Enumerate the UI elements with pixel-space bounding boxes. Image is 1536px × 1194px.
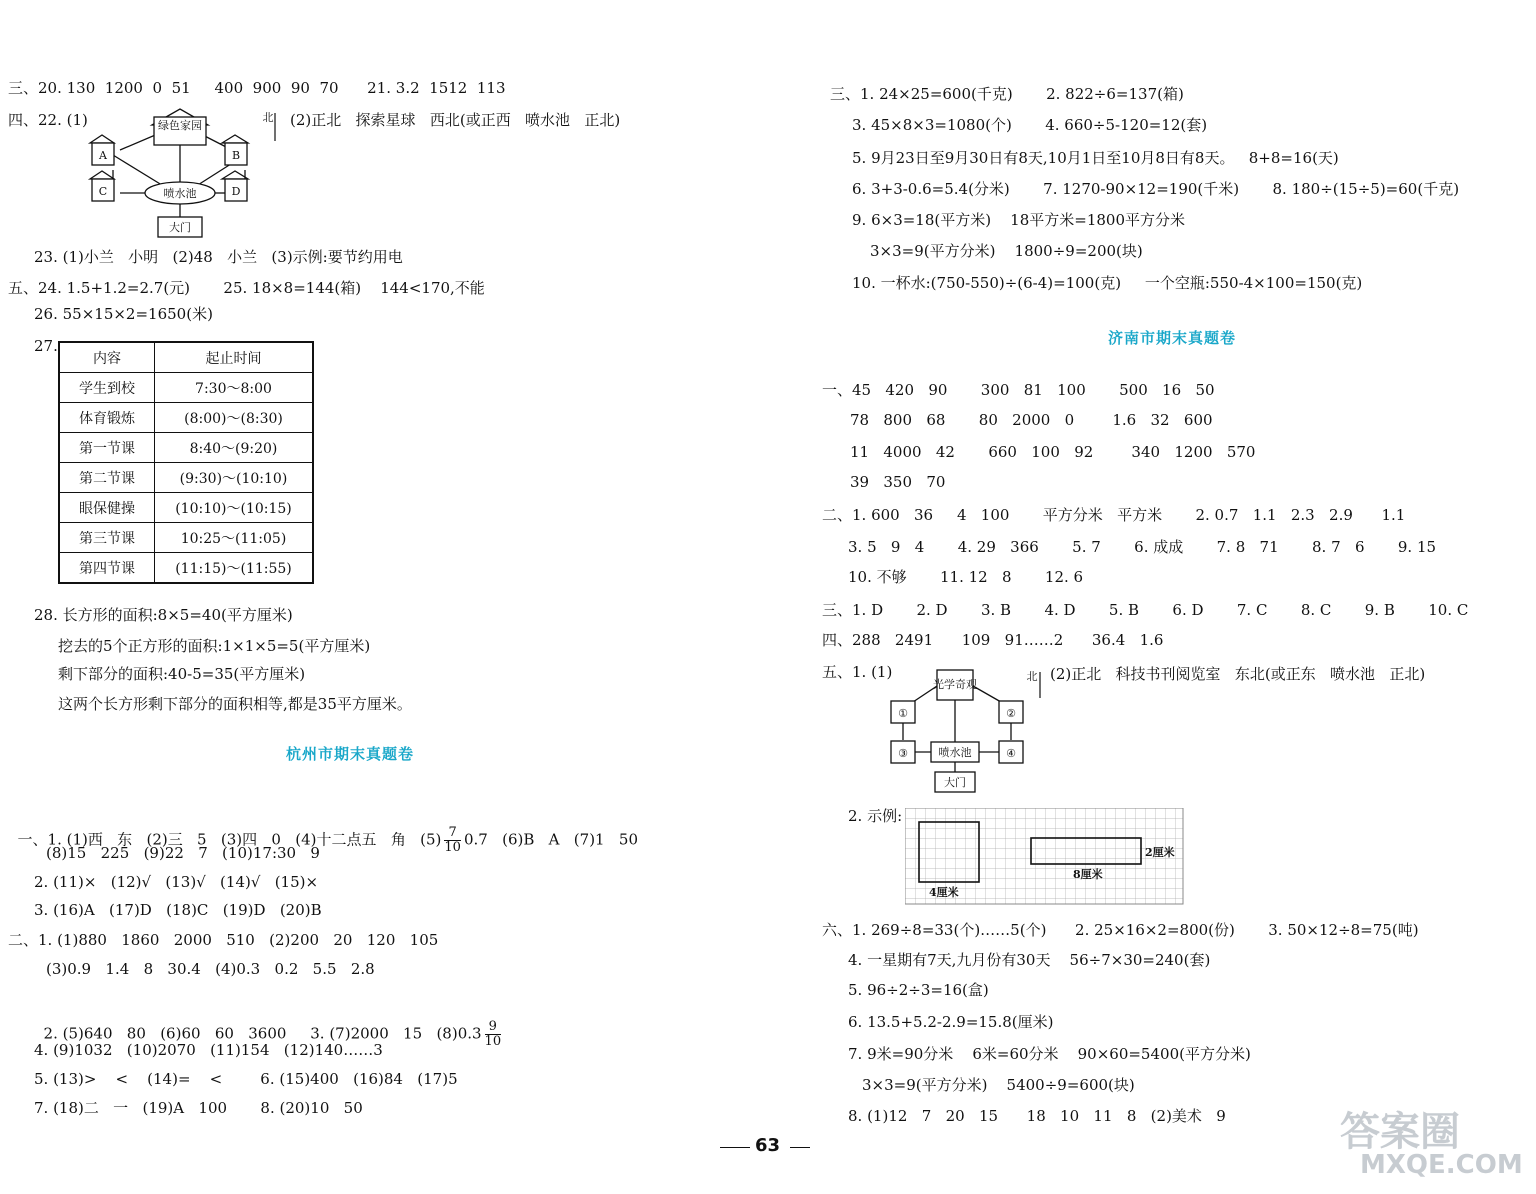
answer-line-h2: (8)15 225 (9)22 7 (10)17:30 9 [46,844,320,862]
answer-line-h3: 2. (11)× (12)√ (13)√ (14)√ (15)× [34,873,319,891]
grid-label-height: 2厘米 [1145,846,1175,859]
answer-line-r6: 3×3=9(平方分米) 1800÷9=200(块) [870,242,1143,260]
answer-line-26: 26. 55×15×2=1650(米) [34,305,213,323]
diagram-center-label: 喷水池 [938,746,972,759]
table-cell: 眼保健操 [59,493,155,523]
answer-line-j12: 六、1. 269÷8=33(个)……5(个) 2. 25×16×2=800(份) 3. 50×12÷8=75(吨) [822,921,1419,939]
answer-line-r5: 9. 6×3=18(平方米) 18平方米=1800平方分米 [852,211,1185,229]
answer-line-j9: 四、288 2491 109 91……2 36.4 1.6 [822,631,1164,649]
grid-label-long: 8厘米 [1073,868,1103,881]
page-number-dash-left [720,1147,750,1148]
fraction [444,826,461,855]
table-row [59,493,313,523]
answer-line-h6: (3)0.9 1.4 8 30.4 (4)0.3 0.2 5.5 2.8 [46,960,375,978]
answer-line-j3: 11 4000 42 660 100 92 340 1200 570 [850,443,1256,461]
diagram-a-label: A [99,149,107,162]
answer-line-h1-text: 一、1. (1)西 东 (2)三 5 (3)四 0 (4)十二点五 角 (5) [17,830,442,849]
answer-line-22-label: 四、22. (1) [8,111,88,129]
fraction-numerator: 7 [444,826,461,841]
diagram-c4-label: ④ [1006,747,1016,760]
answer-line-j15: 6. 13.5+5.2-2.9=15.8(厘米) [848,1013,1054,1031]
diagram-c-label: C [98,185,108,198]
answer-line-22: (2)正北 探索星球 西北(或正西 喷水池 正北) [290,111,621,129]
answer-line-h10: 7. (18)二 一 (19)A 100 8. (20)10 50 [34,1099,363,1117]
diagram-c3-label: ③ [898,747,908,760]
answer-line-j13: 4. 一星期有7天,九月份有30天 56÷7×30=240(套) [848,951,1211,969]
answer-line-j16: 7. 9米=90分米 6米=60分米 90×60=5400(平方分米) [848,1045,1251,1063]
answer-line-h8: 4. (9)1032 (10)2070 (11)154 (12)140……3 [34,1041,383,1059]
diagram-top-label: 绿色家园 [158,119,202,132]
section-title-hangzhou: 杭州市期末真题卷 [286,745,415,763]
table-cell: (10:10)～(10:15) [155,493,314,523]
answer-line-j10: (2)正北 科技书刊阅览室 东北(或正东 喷水池 正北) [1050,665,1426,683]
watermark-logo-icon: 答案圈 [1340,1109,1460,1155]
answer-line-h9: 5. (13)> < (14)= < 6. (15)400 (16)84 (17)5 [34,1070,458,1088]
table-row [59,373,313,403]
table-header-cell: 起止时间 [155,342,314,373]
answer-line-28d: 这两个长方形剩下部分的面积相等,都是35平方厘米。 [58,695,412,713]
diagram-north-label: 北 [1026,670,1038,683]
table-cell: 第四节课 [59,553,155,584]
grid-drawing [905,808,1185,906]
table-header-cell: 内容 [59,342,155,373]
answer-line-j11: 2. 示例: [848,807,903,825]
answer-line-23: 23. (1)小兰 小明 (2)48 小兰 (3)示例:要节约用电 [34,248,403,266]
answer-line-r7: 10. 一杯水:(750-550)÷(6-4)=100(克) 一个空瓶:550-4×100=150(克) [852,274,1363,292]
answer-line-24-25: 五、24. 1.5+1.2=2.7(元) 25. 18×8=144(箱) 144<170,不能 [8,279,485,297]
section-title-jinan: 济南市期末真题卷 [1108,329,1237,347]
grid-label-width: 4厘米 [929,886,959,899]
table-cell: 10:25～(11:05) [155,523,314,553]
page-number-dash-right [790,1147,810,1148]
table-row [59,463,313,493]
table-row [59,553,313,584]
answer-line-20-21: 三、20. 130 1200 0 51 400 900 90 70 21. 3.2 1512 113 [8,79,506,97]
diagram-b-label: B [231,149,241,162]
table-row [59,433,313,463]
answer-line-r4: 6. 3+3-0.6=5.4(分米) 7. 1270-90×12=190(千米) 8. 180÷(15÷5)=60(千克) [852,180,1460,198]
answer-line-j6: 3. 5 9 4 4. 29 366 5. 7 6. 成成 7. 8 71 8. 7 6 9. 15 [848,538,1437,556]
answer-line-h1-tail: 0.7 (6)B A (7)1 50 [463,830,638,849]
fraction-denominator: 10 [444,840,461,855]
answer-line-j18: 8. (1)12 7 20 15 18 10 11 8 (2)美术 9 [848,1107,1226,1125]
answer-line-h5: 二、1. (1)880 1860 2000 510 (2)200 20 120 105 [8,931,439,949]
watermark-text: MXQE.COM [1360,1150,1523,1180]
table-cell: 第二节课 [59,463,155,493]
fraction [485,1020,502,1049]
diagram-c1-label: ① [898,707,908,720]
diagram-gate-label: 大门 [169,221,191,234]
answer-line-r1: 三、1. 24×25=600(千克) 2. 822÷6=137(箱) [830,85,1184,103]
answer-line-28b: 挖去的5个正方形的面积:1×1×5=5(平方厘米) [58,637,371,655]
map-diagram-left [80,105,285,240]
answer-line-j4: 39 350 70 [850,473,946,491]
answer-line-h4: 3. (16)A (17)D (18)C (19)D (20)B [34,901,322,919]
fraction-denominator: 10 [484,1034,502,1049]
diagram-north-label: 北 [262,111,274,124]
table-cell: 学生到校 [59,373,155,403]
answer-line-28c: 剩下部分的面积:40-5=35(平方厘米) [58,665,306,683]
diagram-gate-label: 大门 [944,776,966,789]
answer-line-j17: 3×3=9(平方分米) 5400÷9=600(块) [862,1076,1135,1094]
answer-line-27-label: 27. [34,337,58,355]
table-cell: 8:40～(9:20) [155,433,314,463]
answer-line-r2: 3. 45×8×3=1080(个) 4. 660÷5-120=12(套) [852,116,1208,134]
table-header-row [59,342,313,373]
answer-line-j1: 一、45 420 90 300 81 100 500 16 50 [822,381,1215,399]
table-cell: 第一节课 [59,433,155,463]
answer-line-j2: 78 800 68 80 2000 0 1.6 32 600 [850,411,1213,429]
table-cell: 第三节课 [59,523,155,553]
diagram-c2-label: ② [1006,707,1016,720]
table-cell: 7:30～8:00 [155,373,314,403]
page-number: 63 [755,1135,781,1156]
fraction-numerator: 9 [485,1020,502,1035]
table-row [59,403,313,433]
table-cell: (11:15)～(11:55) [155,553,314,584]
table-cell: (8:00)～(8:30) [155,403,314,433]
answer-line-j10-label: 五、1. (1) [822,663,893,681]
answer-line-r3: 5. 9月23日至9月30日有8天,10月1日至10月8日有8天。 8+8=16(天) [852,149,1339,167]
answer-line-j14: 5. 96÷2÷3=16(盒) [848,981,989,999]
answer-line-28a: 28. 长方形的面积:8×5=40(平方厘米) [34,606,293,624]
answer-line-j8: 三、1. D 2. D 3. B 4. D 5. B 6. D 7. C 8. C 9. B 10. C [822,601,1469,619]
table-cell: 体育锻炼 [59,403,155,433]
answer-line-j5: 二、1. 600 36 4 100 平方分米 平方米 2. 0.7 1.1 2.3 2.9 1.1 [822,506,1406,524]
diagram-top-label: 光学奇观 [933,678,977,691]
table-row [59,523,313,553]
answer-line-j7: 10. 不够 11. 12 8 12. 6 [848,568,1084,586]
diagram-d-label: D [231,185,241,198]
map-diagram-right [885,668,1045,796]
table-cell: (9:30)～(10:10) [155,463,314,493]
diagram-center-label: 喷水池 [163,187,197,200]
schedule-table [58,341,314,584]
answer-line-h7-text: 2. (5)640 80 (6)60 60 3600 3. (7)2000 15 (8)0.3 [43,1024,482,1043]
